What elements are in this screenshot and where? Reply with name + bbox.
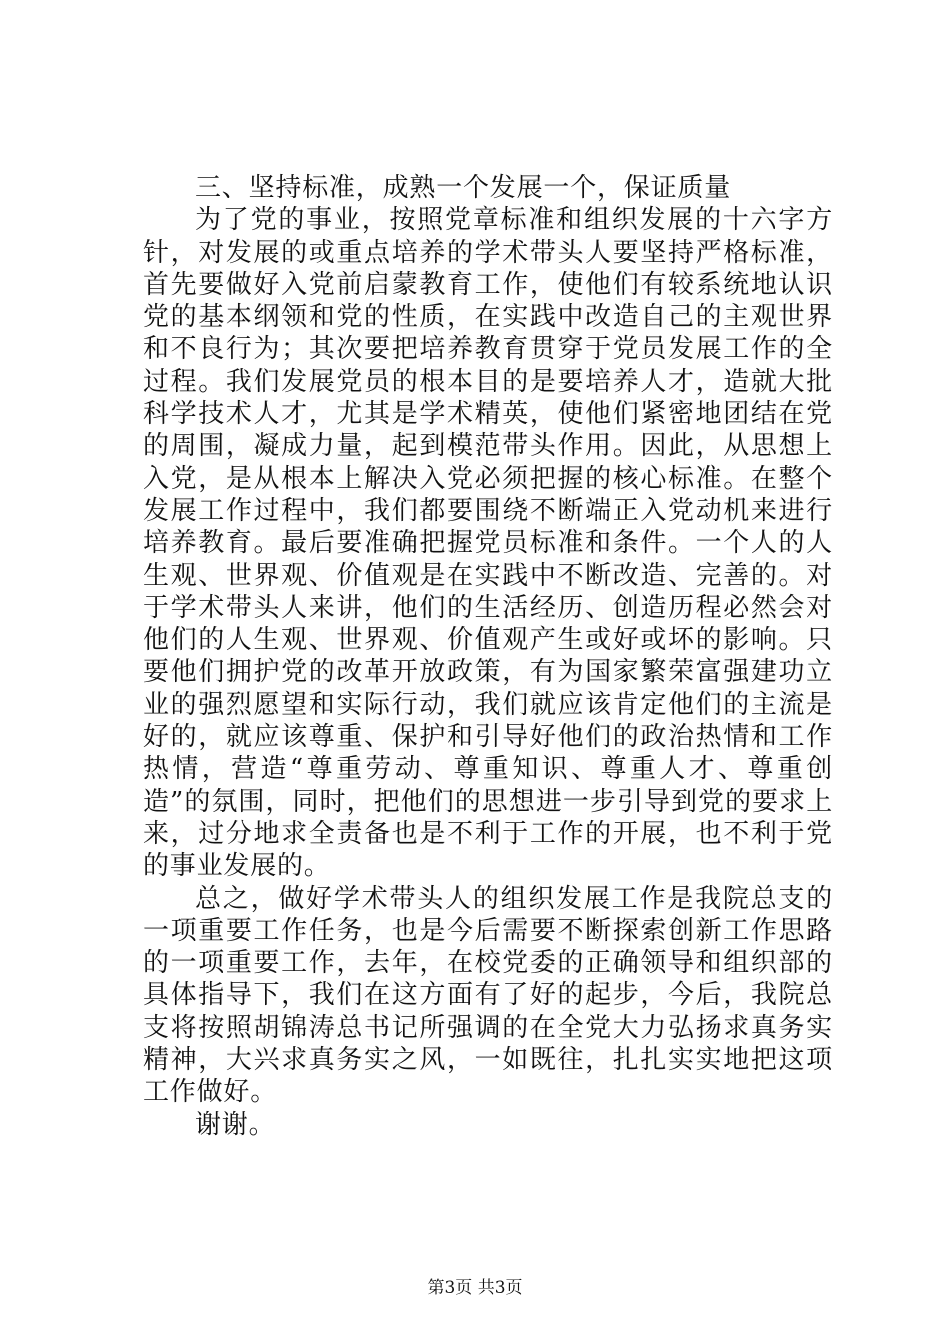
document-body [143,172,833,1141]
section-heading: 三、坚持标准，成熟一个发展一个，保证质量 [195,173,732,203]
paragraph-thanks: 谢谢。 [195,1109,276,1140]
page-footer: 第3页 共3页 [427,1278,523,1298]
paragraph-summary: 总之，做好学术带头人的组织发展工作是我院总支的一项重要工作任务，也是今后需要不断探索创新工作思路的一项重要工作，去年，在校党委的正确领导和组织部的具体指导下，我们在这方面有了好的起步，今后，我院总支将按照胡锦涛总书记所强调的在全党大力弘扬求真务实精神，大兴求真务实之风，一如既往，扎扎实实地把这项工作做好。 [143,883,833,1108]
paragraph-standards: 为了党的事业，按照党章标准和组织发展的十六字方针，对发展的或重点培养的学术带头人要坚持严格标准，首先要做好入党前启蒙教育工作，使他们有较系统地认识党的基本纲领和党的性质，在实践中改造自己的主观世界和不良行为；其次要把培养教育贯穿于党员发展工作的全过程。我们发展党员的根本目的是要培养人才，造就大批科学技术人才，尤其是学术精英，使他们紧密地团结在党的周围，凝成力量，起到模范带头作用。因此，从思想上入党，是从根本上解决入党必须把握的核心标准。在整个发展工作过程中，我们都要围绕不断端正入党动机来进行培养教育。最后要准确把握党员标准和条件。一个人的人生观、世界观、价值观是在实践中不断改造、完善的。对于学术带头人来讲，他们的生活经历、创造历程必然会对他们的人生观、世界观、价值观产生或好或坏的影响。只要他们拥护党的改革开放政策，有为国家繁荣富强建功立业的强烈愿望和实际行动，我们就应该肯定他们的主流是好的，就应该尊重、保护和引导好他们的政治热情和工作热情，营造“尊重劳动、尊重知识、尊重人才、尊重创造”的氛围，同时，把他们的思想进一步引导到党的要求上来，过分地求全责备也是不利于工作的开展，也不利于党的事业发展的。 [143,205,833,882]
